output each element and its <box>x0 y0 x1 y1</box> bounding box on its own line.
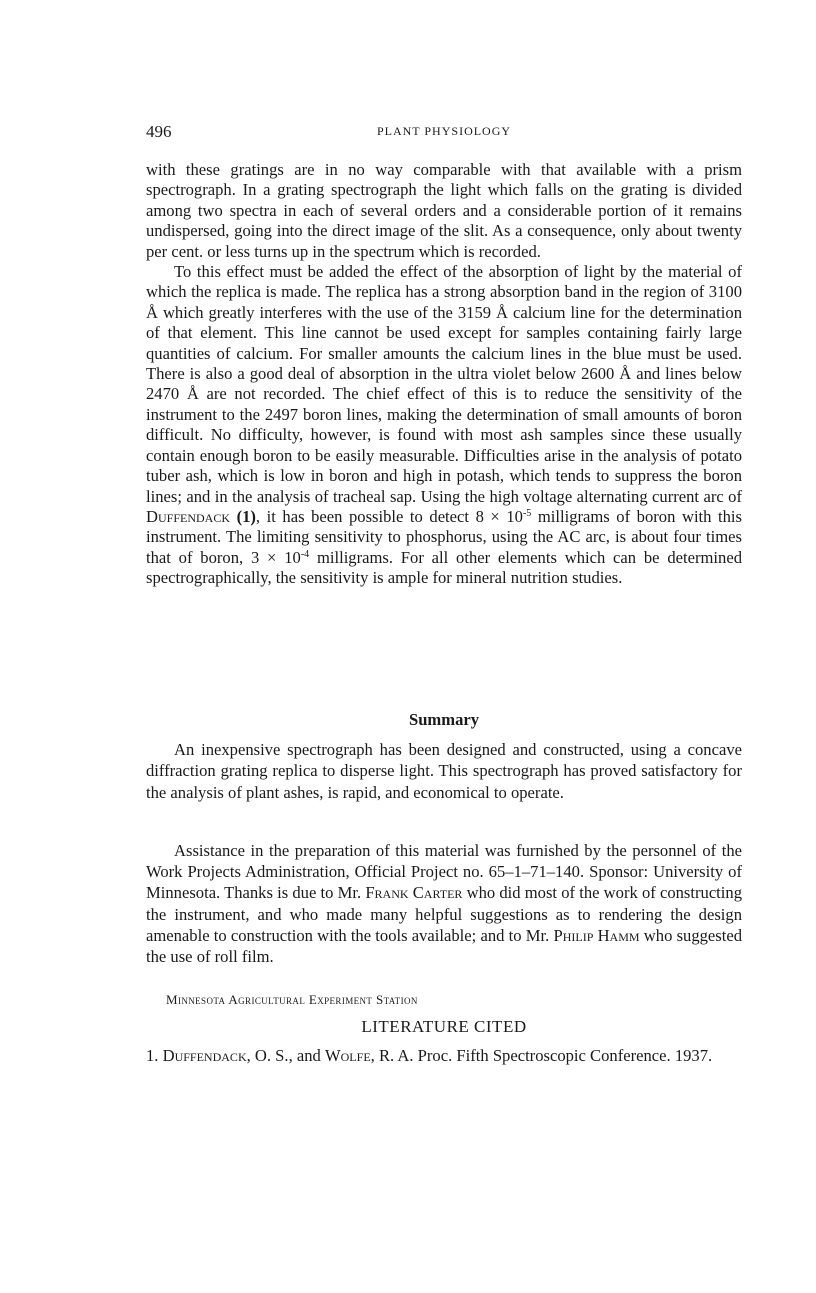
body-text <box>146 160 742 589</box>
absorption-text-d: milligrams. For all other elements which can be determined spectrographically, the sensitivity is ample for mineral nutrition studies. <box>146 547 742 588</box>
paragraph-continued: with these gratings are in no way comparable with that available with a prism spectrograph. In a grating spectrograph the light which falls on the grating is divided among two spectra in each of several orders and a considerable portion of it remains undispersed, going into the direct image of the slit. As a consequence, only about twenty per cent. or less turns up in the spectrum which is recorded. <box>146 160 742 261</box>
acknowledgment-section <box>146 840 742 967</box>
ack-text-a: Assistance in the preparation of this material was furnished by the personnel of the Work Projects Administration, Official Project no. 65–1–71–140. Sponsor: University of Minnesota. Thanks is due to Mr. <box>146 841 742 903</box>
ack-name-carter: Frank Carter <box>365 883 463 903</box>
reference-marker: (1) <box>236 506 256 526</box>
running-head <box>146 122 742 142</box>
absorption-text-c: milligrams of boron with this instrument. The limiting sensitivity to phosphorus, using the AC arc, is about four times that of boron, 3 × 10 <box>146 506 742 567</box>
absorption-text-a: To this effect must be added the effect of the absorption of light by the material of which the replica is made. The replica has a strong absorption band in the region of 3100 Å which greatly interferes with the use of the 3159 Å calcium line for the determination of that element. This line cannot be used except for samples containing fairly large quantities of calcium. For smaller amounts the calcium lines in the blue must be used. There is also a good deal of absorption in the ultra violet below 2600 Å and lines below 2470 Å are not recorded. The chief effect of this is to reduce the sensitivity of the instrument to the 2497 boron lines, making the determination of small amounts of boron difficult. No difficulty, however, is found with most ash samples since these usually contain enough boron to be easily measurable. Difficulties arise in the analysis of potato tuber ash, which is low in boron and high in potash, which tends to suppress the boron lines; and in the analysis of tracheal sap. Using the high voltage alternating current arc of <box>146 262 742 506</box>
reference-author-2: Wolfe <box>324 1046 371 1065</box>
journal-title: PLANT PHYSIOLOGY <box>376 124 512 138</box>
ack-text-c: who suggested the use of roll film. <box>146 925 743 967</box>
exponent-boron: -5 <box>522 507 532 519</box>
paragraph-absorption <box>146 262 742 589</box>
reference-text-b: , R. A. Proc. Fifth Spectroscopic Conference. 1937. <box>370 1046 713 1065</box>
absorption-text-b: , it has been possible to detect 8 × 10 <box>255 506 523 526</box>
reference-item <box>146 1045 742 1066</box>
institution-line: Minnesota Agricultural Experiment Station <box>166 992 418 1007</box>
summary-paragraph: An inexpensive spectrograph has been designed and constructed, using a concave diffraction grating replica to disperse light. This spectrograph has proved satisfactory for the analysis of plant ashes, is rapid, and economical to operate. <box>146 740 742 802</box>
acknowledgment-paragraph <box>146 840 742 967</box>
reference-author-1: Duffendack <box>162 1046 247 1065</box>
author-citation: Duffendack <box>146 506 230 526</box>
ack-name-hamm: Philip Hamm <box>553 925 640 945</box>
literature-heading: LITERATURE CITED <box>361 1017 527 1036</box>
reference-text-a: , O. S., and <box>246 1046 321 1065</box>
ack-text-b: who did most of the work of constructing the instrument, and who made many helpful suggestions as to rendering the design amenable to construction with the tools available; and to Mr. <box>146 883 742 945</box>
reference-number: 1. <box>146 1046 159 1065</box>
summary-section <box>146 739 742 803</box>
page-number: 496 <box>146 122 172 141</box>
summary-heading: Summary <box>408 710 480 729</box>
exponent-phosphorus: -4 <box>300 548 310 560</box>
